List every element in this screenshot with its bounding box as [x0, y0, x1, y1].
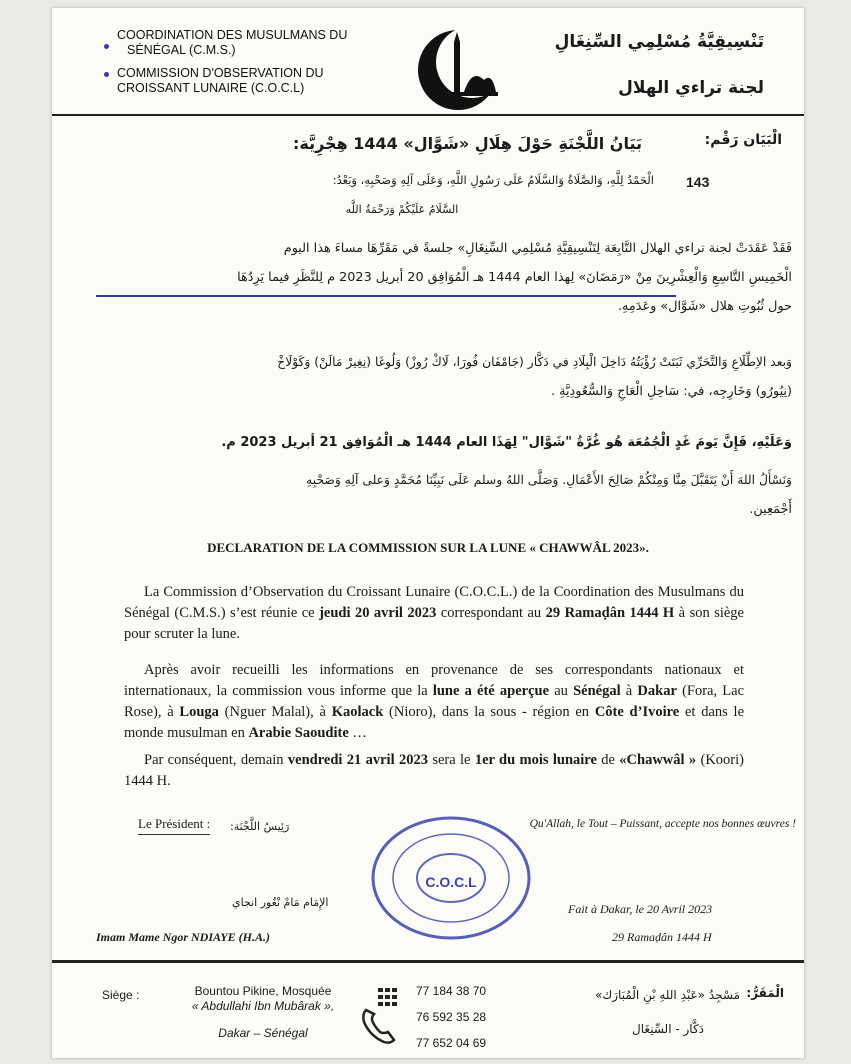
fr-p3-text3: de	[596, 752, 620, 768]
fr-p3-text: Par conséquent, demain	[144, 752, 288, 768]
arabic-p4-line2: أَجْمَعِين.	[749, 502, 792, 517]
arabic-paragraph-3: وَعَلَيْهِ، فَإِنَّ يَومَ غَدٍ الْجُمُعَة هُو غُرَّةُ "شَوَّال" لِهَذَا العام 1444 هـ الْمُوَافِق 21 أبريل 2023 م.	[221, 435, 792, 450]
arabic-p1-line1: فَقَدْ عَقَدَتْ لجنة تراءي الهلال التَّابِعَة لِتَنْسِيقِيَّةِ مُسْلِمِي السِّنِغَالِ» جلسةً في مَقَرِّهَا مساءَ هذا اليوم	[283, 241, 792, 256]
fr-p2-text4: (Fora, Lac Rose), à	[124, 683, 745, 720]
phone-icon	[358, 986, 402, 1046]
address-block	[178, 984, 348, 1041]
org-name-line1: COORDINATION DES MUSULMANS DU	[117, 28, 348, 42]
president-label-arabic: رَئِيسُ اللَّجْنَة:	[230, 820, 290, 833]
arabic-address: مَسْجِدُ «عَبْدِ اللهِ بْنِ الْمُبَارَك»	[595, 988, 740, 1002]
fr-p3-first: 1er du mois lunaire	[474, 752, 597, 768]
stamp-text: C.O.C.L	[425, 874, 477, 890]
fr-p2-text8: …	[348, 725, 367, 741]
header-french-block	[104, 28, 364, 96]
fr-p3-chawwal: «Chawwâl »	[619, 752, 697, 768]
arabic-p2-line2: (نِيُورُو) وَخَارِجِه، في: سَاحِلِ الْعَاجِ وَالسُّعُودِيَّةِ .	[551, 384, 792, 399]
fr-p1-text: La Commission d’Observation du Croissant Lunaire (C.O.C.L.) de la Coordination des Musulmans du Sénégal (C.M.S.) s’est réunie ce	[124, 584, 744, 621]
hand-drawn-underline	[96, 295, 676, 297]
fr-p3-text2: sera le	[427, 752, 475, 768]
address-line3: Dakar – Sénégal	[218, 1026, 308, 1040]
imam-name-arabic: الإِمَام مَامْ نْغُور انجاي	[232, 896, 329, 909]
fr-p2-cote-ivoire: Côte d’Ivoire	[594, 704, 680, 720]
phone-number-3: 77 652 04 69	[416, 1036, 487, 1050]
arabic-paragraph-2	[110, 348, 792, 406]
org-name-line2: SÉNÉGAL (C.M.S.)	[127, 43, 236, 57]
arabic-p1-line2: الْخَمِيسِ التَّاسِعِ وَالْعِشْرِينَ مِنْ «رَمَضَانَ» لِهذا العام 1444 هـ الْمُوَافِق 20 أبريل 2023 م لِلنَّظَرِ فيما يَرِدُهَا	[237, 270, 792, 285]
imam-name: Imam Mame Ngor NDIAYE (H.A.)	[96, 930, 271, 944]
bullet-icon	[104, 44, 109, 49]
ref-number: 143	[686, 174, 710, 190]
arabic-opening: الْحَمْدُ لِلَّهِ، وَالصَّلَاةُ وَالسَّلَامُ عَلَى رَسُولِ اللَّهِ، وَعَلَى آلِهِ وَصَحْبِهِ، وَبَعْدُ:	[332, 173, 654, 187]
fr-p2-louga: Louga	[179, 704, 219, 720]
fr-p2-text6: (Nioro), dans la sous - région en	[383, 704, 595, 720]
phone-numbers	[416, 978, 486, 1056]
fr-p3-text4: (Koori) 1444 H.	[124, 752, 744, 789]
ref-label: الْبَيَان رَقْم:	[704, 132, 782, 148]
fr-p2-kaolack: Kaolack	[331, 704, 384, 720]
arabic-p2-line1: وَبعد الاِطِّلَاعِ وَالتَّحَرِّي ثَبَتَتْ رُؤْيَتُهُ دَاخِلَ الْبِلَادِ في دَكَّار (جَامْفَان فُورَا، لَاكْ رُوزْ) وَلُوغَا (نِغِيرْ مَالَنْ) وَكَوْلَاخْ	[277, 355, 792, 369]
crescent-mosque-logo	[410, 20, 506, 116]
fr-p2-text3: à	[620, 683, 638, 699]
phone-number-2: 76 592 35 28	[416, 1010, 487, 1024]
fr-p2-dakar: Dakar	[637, 683, 677, 699]
fr-p2-text5: (Nguer Malal), à	[218, 704, 332, 720]
arabic-paragraph-1	[120, 234, 792, 321]
president-label: Le Président :	[138, 816, 210, 835]
fr-p3-date: vendredi 21 avril 2023	[287, 752, 428, 768]
address-line2: « Abdullahi Ibn Mubârak »,	[191, 999, 335, 1013]
fr-p2-moon: lune a été aperçue	[432, 683, 550, 699]
hijri-date: 29 Ramaḍân 1444 H	[612, 930, 712, 944]
french-paragraph-2	[124, 660, 744, 744]
fr-p1-text3: à son siège pour scruter la lune.	[124, 605, 744, 642]
arabic-title: بَيَانُ اللَّجْنَةِ حَوْلَ هِلَالِ «شَوَّال» 1444 هِجْرِيَّة:	[292, 134, 642, 153]
fr-p2-text: Après avoir recueilli les informations en provenance de ses correspondants nationaux et internationaux, la commission vous informe que la	[124, 662, 744, 699]
header-arabic-org: تَنْسِيقِيَّةُ مُسْلِمِي السِّنِغَالِ	[554, 32, 764, 52]
fr-p2-text7: et dans le monde musulman en	[124, 704, 745, 741]
header-arabic-commission: لجنة تراءي الهلال	[618, 78, 764, 98]
address-line1: Bountou Pikine, Mosquée	[194, 984, 332, 998]
declaration-title: DECLARATION DE LA COMMISSION SUR LA LUNE « CHAWWÂL 2023».	[207, 540, 649, 555]
phone-number-1: 77 184 38 70	[416, 984, 487, 998]
commission-name-line2: CROISSANT LUNAIRE (C.O.C.L)	[117, 81, 305, 95]
french-paragraph-1	[124, 582, 744, 645]
commission-name-line1: COMMISSION D'OBSERVATION DU	[117, 66, 324, 80]
arabic-city: دَكَّار - السِّنِغَال	[632, 1022, 704, 1036]
fr-p1-hijri: 29 Ramaḍân 1444 H	[545, 605, 675, 621]
done-at-text: Fait à Dakar, le 20 Avril 2023	[568, 902, 713, 916]
siege-label: Siège :	[102, 988, 140, 1002]
fr-p2-text2: au	[549, 683, 574, 699]
document-page	[52, 8, 804, 1058]
fr-p2-senegal: Sénégal	[573, 683, 621, 699]
arabic-p4-line1: وَنَسْأَلُ اللهَ أَنْ يَتَقَبَّلَ مِنَّا وَمِنْكُمْ صَالِحَ الأَعْمَالِ. وَصَلَّى اللهُ وسلم عَلَى نَبِيِّنَا مُحَمَّدٍ وَعلى آلِهِ وَصَحْبِهِ	[306, 473, 792, 487]
french-paragraph-3	[124, 750, 744, 792]
official-stamp	[367, 813, 535, 943]
fr-p1-text2: correspondant au	[436, 605, 546, 621]
prayer-text: Qu'Allah, le Tout – Puissant, accepte nos bonnes œuvres !	[529, 818, 796, 830]
arabic-p1-line3: حول ثُبُوتِ هلال «شَوَّال» وعَدَمِهِ.	[617, 299, 792, 314]
arabic-paragraph-4	[110, 466, 792, 524]
fr-p1-date: jeudi 20 avril 2023	[319, 605, 437, 621]
arabic-salam: السَّلَامُ عَلَيْكُمْ وَرَحْمَةُ اللَّه	[345, 203, 459, 216]
bullet-icon	[104, 72, 109, 77]
header-divider	[52, 114, 804, 116]
fr-p2-arabie: Arabie Saoudite	[248, 725, 349, 741]
footer-divider	[52, 960, 804, 963]
arabic-siege-label: الْمَقَرُّ:	[746, 986, 784, 1000]
